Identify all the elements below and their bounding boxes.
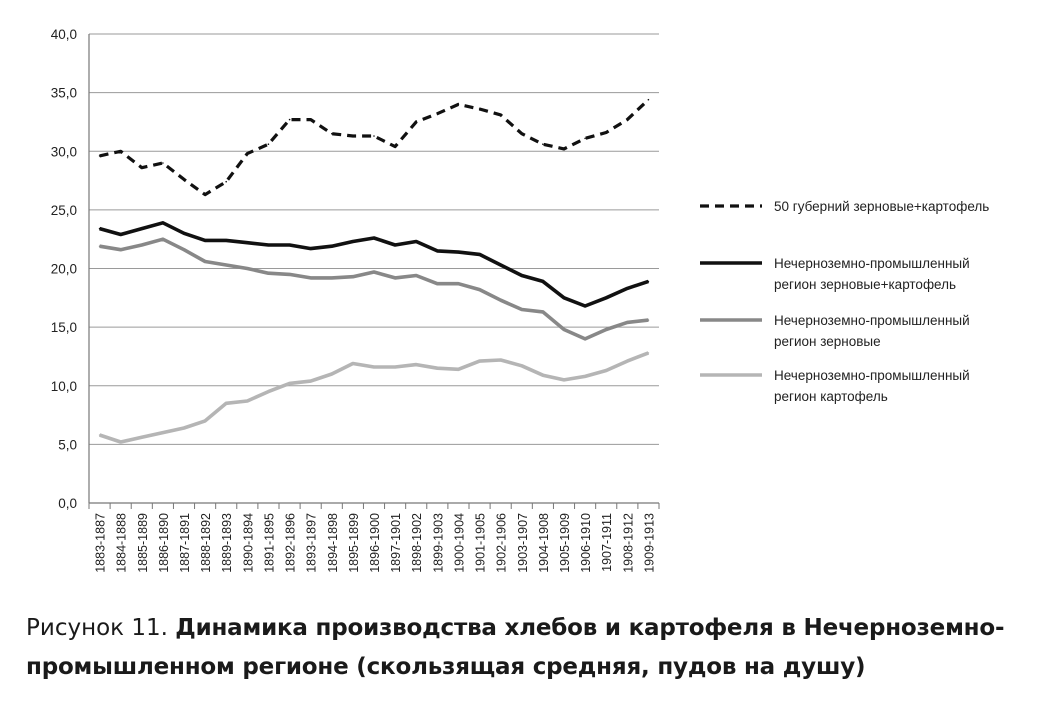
series-4-point <box>648 352 650 354</box>
y-axis-tick-labels <box>51 27 77 511</box>
x-tick-label: 1885-1889 <box>135 513 150 573</box>
series-3-point <box>563 329 565 331</box>
series-1-point <box>225 181 227 183</box>
series-3-point <box>331 277 333 279</box>
series-3-point <box>141 244 143 246</box>
series-4-point <box>225 403 227 405</box>
series-1-point <box>415 121 417 123</box>
series-1-point <box>542 143 544 145</box>
y-tick-label: 10,0 <box>50 378 77 394</box>
x-tick-label: 1893-1897 <box>304 513 319 573</box>
series-3-point <box>627 322 629 324</box>
x-tick-label: 1886-1890 <box>156 513 171 573</box>
x-tick-label: 1909-1913 <box>642 513 657 573</box>
series-4-point <box>605 370 607 372</box>
series-2-point <box>268 244 270 246</box>
legend-label-2-line-1: Нечерноземно-промышленный <box>774 256 970 271</box>
x-tick-label: 1901-1905 <box>473 513 488 573</box>
series-4-point <box>563 379 565 381</box>
series-2-point <box>162 222 164 224</box>
legend-label-4-line-1: Нечерноземно-промышленный <box>774 368 970 383</box>
series-1-point <box>605 132 607 134</box>
series-4-point <box>183 427 185 429</box>
series-1-point <box>247 153 249 155</box>
series-1-point <box>627 119 629 121</box>
legend-label-1-line-1: 50 губерний зерновые+картофель <box>774 199 990 214</box>
x-tick-label: 1888-1892 <box>199 513 214 573</box>
series-1-point <box>500 114 502 116</box>
y-tick-label: 25,0 <box>50 202 77 218</box>
series-1-point <box>268 143 270 145</box>
x-tick-label: 1900-1904 <box>452 513 467 573</box>
series-4-point <box>458 369 460 371</box>
x-tick-label: 1902-1906 <box>494 513 509 573</box>
series-2-point <box>437 250 439 252</box>
series-2-point <box>479 254 481 256</box>
series-1-point <box>458 104 460 106</box>
series-2-point <box>648 281 650 283</box>
series-1-point <box>394 146 396 148</box>
legend-item-3 <box>700 310 970 352</box>
y-tick-label: 0,0 <box>58 496 77 511</box>
legend-item-1 <box>700 196 989 217</box>
x-tick-label: 1899-1903 <box>431 513 446 573</box>
series-1-point <box>141 167 143 169</box>
series-2-point <box>563 297 565 299</box>
series-4-point <box>584 376 586 378</box>
series-4-point <box>521 365 523 367</box>
x-tick-label: 1907-1911 <box>600 513 615 572</box>
series-3-point <box>479 289 481 291</box>
x-tick-label: 1890-1894 <box>241 513 256 573</box>
series-2-point <box>584 305 586 307</box>
caption-prefix: Рисунок 11. <box>26 615 176 641</box>
series-1-point <box>204 194 206 196</box>
y-tick-label: 30,0 <box>50 144 77 160</box>
series-line-1 <box>100 100 649 195</box>
series-3-point <box>394 277 396 279</box>
series-2-point <box>204 240 206 242</box>
x-tick-label: 1887-1891 <box>178 513 192 573</box>
series-3-point <box>99 245 101 247</box>
y-tick-label: 15,0 <box>50 320 77 336</box>
series-3-point <box>542 311 544 313</box>
series-2-point <box>415 241 417 243</box>
series-3-point <box>458 283 460 285</box>
series-4-point <box>310 380 312 382</box>
series-1-point <box>289 119 291 121</box>
series-4-point <box>331 373 333 375</box>
legend-label-3-line-1: Нечерноземно-промышленный <box>774 313 970 328</box>
y-tick-label: 5,0 <box>58 437 77 453</box>
x-tick-label: 1908-1912 <box>621 513 636 573</box>
legend-label-3-line-2: регион зерновые <box>774 334 881 349</box>
series-2-point <box>141 228 143 230</box>
x-tick-label: 1904-1908 <box>536 513 551 573</box>
series-2-point <box>500 264 502 266</box>
series-1-point <box>99 155 101 157</box>
series-1-point <box>563 148 565 150</box>
legend-label-4-line-2: регион картофель <box>774 389 888 404</box>
x-tick-label: 1895-1899 <box>346 513 361 573</box>
series-2-point <box>310 248 312 250</box>
series-3-point <box>310 277 312 279</box>
x-tick-label: 1898-1902 <box>410 513 425 573</box>
series-3-point <box>521 309 523 311</box>
series-3-point <box>352 276 354 278</box>
series-1-point <box>352 135 354 137</box>
series-3-point <box>648 319 650 321</box>
series-4-point <box>268 391 270 393</box>
series-4-point <box>500 359 502 361</box>
legend-swatch-dark-gray <box>700 310 762 330</box>
series-2-point <box>183 233 185 235</box>
series-1-point <box>120 151 122 153</box>
caption-text: Динамика производства хлебов и картофеля в Нечерноземно-промышленном регионе (скользящая средняя, пудов на душу) <box>26 615 1005 680</box>
y-tick-label: 20,0 <box>50 261 77 277</box>
series-4-point <box>120 441 122 443</box>
series-4-point <box>479 360 481 362</box>
series-1-point <box>648 99 650 101</box>
legend-item-2 <box>700 253 970 295</box>
x-tick-label: 1897-1901 <box>389 513 404 573</box>
y-tick-label: 40,0 <box>50 27 77 42</box>
series-1-point <box>521 133 523 135</box>
chart-series <box>99 99 649 443</box>
series-4-point <box>162 432 164 434</box>
series-3-point <box>584 338 586 340</box>
series-2-point <box>352 241 354 243</box>
y-tick-label: 35,0 <box>50 85 77 101</box>
series-2-point <box>394 244 396 246</box>
x-tick-label: 1889-1893 <box>220 513 235 573</box>
series-2-point <box>289 244 291 246</box>
series-2-point <box>521 275 523 277</box>
x-tick-label: 1903-1907 <box>515 513 530 573</box>
series-4-point <box>352 363 354 365</box>
x-axis-tick-labels <box>94 513 657 573</box>
series-3-point <box>605 329 607 331</box>
series-1-point <box>584 138 586 140</box>
legend-label-2-line-2: регион зерновые+картофель <box>774 277 957 292</box>
series-3-point <box>437 283 439 285</box>
series-2-point <box>225 240 227 242</box>
figure-caption <box>26 608 1036 686</box>
x-tick-label: 1883-1887 <box>93 513 108 573</box>
series-2-point <box>120 234 122 236</box>
series-1-point <box>162 162 164 164</box>
series-3-point <box>415 275 417 277</box>
series-1-point <box>373 135 375 137</box>
series-4-point <box>394 366 396 368</box>
series-2-point <box>458 251 460 253</box>
series-2-point <box>605 297 607 299</box>
series-4-point <box>247 400 249 402</box>
series-3-point <box>373 271 375 273</box>
series-4-point <box>627 360 629 362</box>
x-tick-label: 1905-1909 <box>558 513 572 573</box>
series-1-point <box>183 179 185 181</box>
series-4-point <box>141 437 143 439</box>
series-3-point <box>162 238 164 240</box>
series-line-2 <box>100 223 649 306</box>
series-4-point <box>415 364 417 366</box>
x-tick-label: 1891-1895 <box>262 513 277 573</box>
series-3-point <box>500 299 502 301</box>
series-2-point <box>247 242 249 244</box>
series-2-point <box>99 228 101 230</box>
series-2-point <box>542 281 544 283</box>
series-4-point <box>542 374 544 376</box>
series-2-point <box>373 237 375 239</box>
series-2-point <box>331 245 333 247</box>
legend-swatch-light-gray <box>700 365 762 385</box>
x-tick-label: 1894-1898 <box>325 513 340 573</box>
legend-swatch-solid-black <box>700 253 762 273</box>
series-3-point <box>204 261 206 263</box>
series-1-point <box>479 108 481 110</box>
series-4-point <box>437 367 439 369</box>
series-3-point <box>289 274 291 276</box>
series-1-point <box>331 133 333 135</box>
x-tick-label: 1906-1910 <box>579 513 594 573</box>
legend-item-4 <box>700 365 970 407</box>
series-3-point <box>247 268 249 270</box>
x-tick-label: 1896-1900 <box>368 513 382 573</box>
series-4-point <box>204 420 206 422</box>
series-3-point <box>120 249 122 251</box>
legend-swatch-dashed-black <box>700 196 762 216</box>
series-1-point <box>310 119 312 121</box>
series-4-point <box>99 434 101 436</box>
series-1-point <box>437 113 439 115</box>
series-line-3 <box>100 239 649 339</box>
series-2-point <box>627 288 629 290</box>
series-4-point <box>289 383 291 385</box>
x-tick-label: 1884-1888 <box>114 513 129 573</box>
series-3-point <box>183 249 185 251</box>
series-3-point <box>268 272 270 274</box>
x-tick-label: 1892-1896 <box>283 513 298 573</box>
series-3-point <box>225 264 227 266</box>
series-4-point <box>373 366 375 368</box>
